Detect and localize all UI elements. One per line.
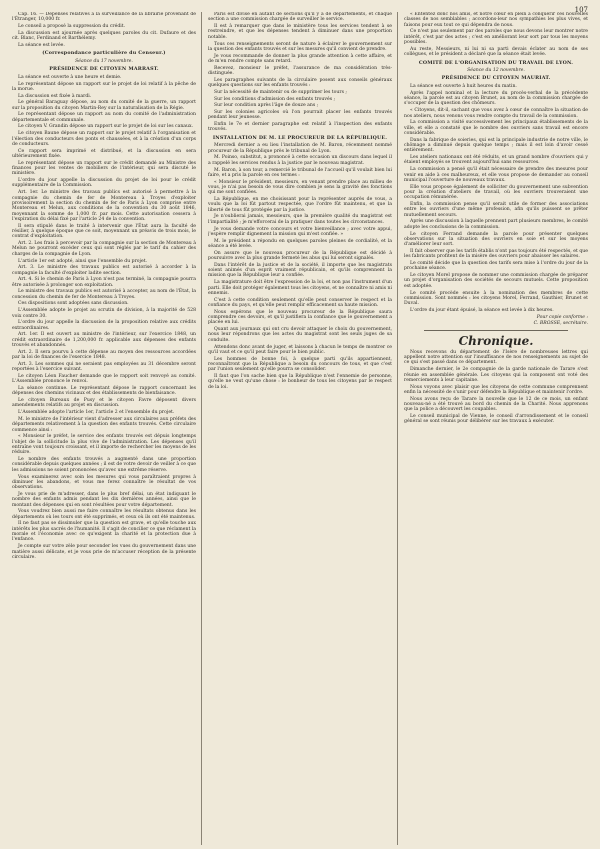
article-paragraph: Il faut que l'on sache bien que la République n'est l'ennemie de personne, qu'elle ne veut qu'une chose : le bonheur de tous les citoyens par le respect de la loi.: [208, 374, 392, 390]
section-heading: INSTALLATION DE M. LE PROCUREUR DE LA RÉPUBLIQUE.: [212, 134, 388, 141]
article-paragraph: Je compte sur votre zèle pour seconder les vues du gouvernement dans une matière aussi délicate, et je vous prie de m'accuser réception de la présente circulaire.: [12, 544, 196, 560]
article-paragraph: Nous espérons que le nouveau procureur de la République saura comprendre ces devoirs, et qu'il justifiera la confiance que le gouvernement a placée en lui.: [208, 309, 392, 326]
article-paragraph: Enfin, la commission pense qu'il serait utile de former des associations entre les ouvriers d'une même profession, afin qu'ils puissent se prêter mutuellement secours.: [404, 202, 588, 218]
article-paragraph: Après une discussion à laquelle prennent part plusieurs membres, le comité adopte les conclusions de la commission.: [404, 219, 588, 230]
article-paragraph: Nous recevons du département de l'Isère de nombreuses lettres qui appellent notre attention sur l'insuffisance de nos renseignements au sujet de ce qui s'est passé dans ce département.: [404, 349, 588, 366]
article-paragraph: M. Poinso, substitut, a prononcé à cette occasion un discours dans lequel il a rappelé les services rendus à la justice par le nouveau magistrat.: [208, 155, 392, 166]
article-paragraph: La séance continue. Le représentant dépose le rapport concernant les dépenses des chemins vicinaux et des établissements de bienfaisance.: [12, 386, 196, 397]
section-subheading: Séance du 17 novembre.: [75, 58, 133, 64]
section-heading: COMITÉ DE L'ORGANISATION DU TRAVAIL DE LYON.: [418, 59, 574, 66]
article-paragraph: Vous examinerez avec soin les mesures qui vous paraîtraient propres à diminuer les abandons, et vous me ferez connaître le résultat de vos observations.: [12, 474, 196, 491]
article-paragraph: Le conseil a proposé la suppression du crédit.: [18, 24, 126, 30]
section-heading: PRÉSIDENCE DU CITOYEN MAURIAT.: [441, 75, 551, 82]
article-paragraph: « Monsieur le président, messieurs, en venant prendre place au milieu de vous, je n'ai pas besoin de vous dire combien je sens la gravité des fonctions qui me sont confiées.: [208, 179, 392, 196]
article-paragraph: La magistrature doit être l'expression de la loi, et non pas l'instrument d'un parti. Elle doit protéger également tous les citoyens, et ne connaître ni amis ni ennemis.: [208, 280, 392, 296]
article-paragraph: Il sera stipulé dans le traité à intervenir que l'État aura la faculté de résilier, à quelque époque que ce soit, moyennant un préavis de trois mois, le contrat d'exploitation.: [12, 223, 196, 240]
article-paragraph: L'ordre du jour appelle la discussion du projet de loi pour le crédit supplémentaire de la Commission.: [12, 178, 196, 189]
section-heading: PRÉSIDENCE DE CITOYEN MARRAST.: [49, 66, 159, 73]
article-paragraph: Art. 4. Si le chemin de Paris à Lyon n'est pas terminé, la compagnie pourra être autorisée à prolonger son exploitation.: [12, 277, 196, 288]
article-paragraph: Le comité décide que la question des tarifs sera mise à l'ordre du jour de la prochaine séance.: [404, 261, 588, 272]
article-paragraph: Enfin le 7e et dernier paragraphe est relatif à l'inspection des enfants trouvés.: [208, 122, 392, 133]
article-paragraph: Après l'appel nominal et la lecture du procès-verbal de la précédente séance, la parole est au citoyen Brunet, au nom de la commission chargée de s'occuper de la question des chômeurs.: [404, 90, 588, 107]
article-paragraph: Il est à remarquer que dans le ministère tous les services tendent à se restreindre, et que les dépenses tendent à diminuer dans une proportion notable.: [208, 24, 392, 40]
article-paragraph: Le général Baraguay dépose, au nom du comité de la guerre, un rapport sur la proposition du citoyen Martin-Rey sur la naturalisation de la Régie.: [12, 100, 196, 111]
signature-line: Pour copie conforme :: [536, 314, 588, 320]
article-paragraph: Art. 1er. Le ministre des travaux publics est autorisé à permettre à la compagnie du chemin de fer de Montereau à Troyes d'exploiter provisoirement la section du chemin de fer de Paris à Lyon comprise entre Montereau et Melun, aux conditions de la convention du 30 août 1846, moyennant la somme de 1,000 fr. par mois. Cette autorisation cessera à l'expiration du délai fixé par l'article 24 de la convention.: [12, 190, 196, 222]
article-paragraph: Sur la nécessité de maintenir ou de supprimer les tours ;: [214, 89, 347, 95]
article-paragraph: Le citoyen V. Grandin dépose un rapport sur le projet de loi sur les canaux.: [18, 124, 194, 130]
article-paragraph: La commission a pensé qu'il était nécessaire de prendre des mesures pour venir en aide à ces malheureux, et elle vous propose de demander au conseil municipal l'ouverture de nouveaux travaux.: [404, 167, 588, 183]
article-paragraph: La discussion est ajournée après quelques paroles du cit. Dufaure et des cit. Blanc, Ferdinand et Barthélemy.: [12, 30, 196, 42]
article-paragraph: Art. 3. Les sommes qui ne seraient pas employées au 31 décembre seront reportées à l'exercice suivant.: [12, 361, 196, 373]
article-paragraph: La discussion est fixée à mardi.: [18, 93, 92, 99]
chronicle-title: Chronique.: [458, 333, 534, 348]
article-paragraph: Ce n'est pas seulement par des paroles que nous devons leur montrer notre intérêt, c'est par des actes ; c'est en améliorant leur sort par tous les moyens possibles.: [404, 29, 588, 46]
columns-container: [12, 12, 588, 845]
article-paragraph: Nous avons reçu de Tarare la nouvelle que le 12 de ce mois, un enfant nouveau-né a été trouvé au bord du chemin de la Charité. Nous apprenons que la police a découvert les coupables.: [404, 396, 588, 413]
article-paragraph: Mercredi dernier a eu lieu l'installation de M. Baron, récemment nommé procureur de la République près le tribunal de Lyon.: [208, 143, 392, 154]
article-paragraph: Ce rapport sera imprimé et distribué, et la discussion en sera ultérieurement fixée.: [12, 148, 196, 159]
article-paragraph: Tous ces renseignements seront de nature à éclairer le gouvernement sur la question des enfants trouvés et sur les mesures qu'il convient de prendre.: [208, 41, 392, 52]
article-paragraph: Au reste, Messieurs, ni lui ni sa parti devais éclater au nom de ses collègues, et le président a déclaré que la séance était levée.: [404, 46, 588, 58]
article-paragraph: Art. 2. Les frais à percevoir par la compagnie sur la section de Montereau à Melun ne pourront excéder ceux qui sont réglés par le tarif du cahier des charges de la compagnie de Lyon.: [12, 241, 196, 257]
article-paragraph: L'Assemblée adopte le projet au scrutin de division, à la majorité de 528 voix contre 30.: [12, 308, 196, 319]
page-number: 107: [574, 6, 588, 14]
article-paragraph: L'Assemblée adopte l'article 1er, l'article 2 et l'ensemble du projet.: [18, 410, 175, 416]
article-paragraph: Paris est divisé en autant de sections qu'il y a de départements, et chaque section a une commission chargée de surveiller le service.: [208, 12, 392, 23]
article-paragraph: Il fait observer que les tarifs établis n'ont pas toujours été respectés, et que les fabricants profitent de la misère des ouvriers pour abaisser les salaires.: [404, 248, 588, 260]
article-paragraph: Le représentant dépose un rapport sur le projet de loi relatif à la pêche de la morue.: [12, 81, 196, 92]
article-paragraph: Je vous prie de m'adresser, dans le plus bref délai, un état indiquant le nombre des enfants admis pendant les dix dernières années, ainsi que le montant des dépenses qui en sont résultées pour votre département.: [12, 491, 196, 508]
article-paragraph: Dimanche dernier, le 2e compagnie de la garde nationale de Tarare s'est réunie en assemblée générale. Les citoyens qui la composent ont voté des remerciements à leur capitaine.: [404, 367, 588, 383]
article-paragraph: Le citoyen Morel propose de nommer une commission chargée de préparer un projet d'organisation des sociétés de secours mutuels. Cette proposition est adoptée.: [404, 273, 588, 289]
article-paragraph: Le citoyen Bureaux de Pusy et le citoyen Favre déposent divers amendements relatifs au projet en discussion.: [12, 398, 196, 409]
divider: [424, 330, 568, 331]
article-paragraph: Le citoyen Léon Faucher demande que le rapport soit renvoyé au comité. L'Assemblée prononce le renvoi.: [12, 373, 196, 385]
article-paragraph: M. le président a répondu en quelques paroles pleines de cordialité, et la séance a été levée.: [208, 238, 392, 249]
article-paragraph: On assure que le nouveau procureur de la République est décidé à poursuivre avec la plus grande fermeté les abus qui lui seront signalés.: [208, 250, 392, 262]
article-paragraph: La République, en me choisissant pour la représenter auprès de vous, a voulu que la loi fût partout respectée, que l'ordre fût maintenu, et que la liberté de tous fût protégée par la justice.: [208, 197, 392, 213]
article-paragraph: M. Baron, à son tour, a remercié le tribunal de l'accueil qu'il voulait bien lui faire, et a pris la parole en ces termes :: [208, 167, 392, 178]
article-paragraph: Sur les colonies agricoles où l'on pourrait placer les enfants trouvés pendant leur jeunesse.: [208, 110, 392, 121]
article-paragraph: Elle vous propose également de solliciter du gouvernement une subvention pour la création d'ateliers de travail, où les ouvriers trouveraient une occupation rémunérée.: [404, 184, 588, 201]
article-paragraph: Recevez, monsieur le préfet, l'assurance de ma considération très-distinguée.: [208, 65, 392, 76]
article-paragraph: Sur leur condition après l'âge de douze ans ;: [214, 103, 319, 109]
article-paragraph: « Monsieur le préfet, le service des enfants trouvés est dépuis longtemps l'objet de la sollicitude la plus vive de l'administration. Les dépenses qu'il entraîne vont toujours croissant, et il importe de rechercher les moyens de les réduire.: [12, 434, 196, 456]
section-subheading: Séance du 12 novembre.: [467, 68, 525, 74]
article-paragraph: M. le ministre de l'intérieur vient d'adresser aux circulaires aux préfets des départements relativement à la question des enfants trouvés. Cette circulaire commence ainsi :: [12, 416, 196, 433]
article-paragraph: La séance est ouverte à huit heures du matin.: [410, 84, 517, 90]
article-paragraph: Le ministre des travaux publics est autorisé à accepter, au nom de l'État, la concession du chemin de fer de Montereau à Troyes.: [12, 289, 196, 300]
article-paragraph: Art. 3. Le ministre des travaux publics est autorisé à accorder à la compagnie la faculté d'exploiter ladite section.: [12, 265, 196, 276]
article-paragraph: L'article 1er est adopté, ainsi que l'ensemble du projet.: [18, 258, 148, 264]
article-paragraph: Le comité procède ensuite à la nomination des membres de cette commission. Sont nommés : les citoyens Morel, Ferrand, Gauthier, Brunet et Duval.: [404, 290, 588, 307]
article-paragraph: Le citoyen Ferrand demande la parole pour présenter quelques observations sur la situation des ouvriers en soie et sur les moyens d'améliorer leur sort.: [404, 231, 588, 248]
article-paragraph: Le citoyen Baune dépose un rapport sur le projet relatif à l'organisation et l'élection des conducteurs des ponts et chaussées, et à la création d'un corps de conducteurs.: [12, 131, 196, 147]
article-paragraph: Dans l'intérêt de la justice et de la société, il importe que les magistrats soient animés d'un esprit vraiment républicain, et qu'ils comprennent la mission que la République leur a confiée.: [208, 262, 392, 279]
article-paragraph: La séance est levée.: [18, 42, 65, 48]
article-paragraph: Dans la fabrique de soieries, qui est la principale industrie de notre ville, le chômage a diminué depuis quelque temps ; mais il est loin d'avoir cessé entièrement.: [404, 137, 588, 154]
article-paragraph: Le nombre des enfants trouvés a augmenté dans une proportion considérable depuis quelques années ; il est de votre devoir de veiller à ce que les admissions ne soient prononcées qu'avec une extrême réserve.: [12, 457, 197, 473]
article-paragraph: Je vous recommande de donner la plus grande attention à cette affaire, et de m'en rendre compte sans retard.: [208, 53, 392, 64]
column-2: [208, 12, 398, 845]
signature-line: C. BROSSE, secrétaire.: [533, 321, 588, 327]
column-3: [404, 12, 588, 845]
article-paragraph: Cap. 16. — Dépenses relatives à la surveillance de la librairie provenant de l'Étranger, 10,000 fr.: [12, 12, 196, 23]
article-paragraph: La commission a visité successivement les principaux établissements de la ville, et elle a constaté que le nombre des ouvriers sans travail est encore considérable.: [404, 120, 588, 136]
article-paragraph: Les ateliers nationaux ont été réduits, et un grand nombre d'ouvriers qui y étaient employés se trouvent aujourd'hui sans ressources.: [404, 155, 588, 166]
section-heading: (Correspondance particulière du Censeur.): [42, 50, 166, 57]
article-paragraph: L'ordre du jour appelle la discussion de la proposition relative aux crédits extraordinaires.: [12, 320, 196, 331]
article-paragraph: Vous voudrez bien aussi me faire connaître les résultats obtenus dans les départements où les tours ont été supprimés, et ceux où ils ont été maintenus.: [12, 509, 196, 520]
article-paragraph: Le représentant dépose un rapport au nom du comité de l'administration départementale et communale.: [12, 112, 196, 123]
article-paragraph: La séance est ouverte à une heure et demie.: [18, 74, 122, 80]
article-paragraph: Le représentant dépose un rapport sur le crédit demandé au Ministre des finances pour les ventes de mobiliers de l'intérieur, qui sera discuté le ministère.: [12, 160, 196, 177]
article-paragraph: Je vous demande votre concours et votre bienveillance ; avec votre appui, j'espère remplir dignement la mission qui m'est confiée. »: [208, 226, 392, 237]
article-paragraph: Nous voyons avec plaisir que les citoyens de cette commune comprennent enfin la nécessité de s'unir pour défendre la République et maintenir l'ordre.: [404, 384, 588, 395]
article-paragraph: Le conseil municipal de Vienne, le conseil d'arrondissement et le conseil général se sont réunis pour délibérer sur les travaux à exécuter.: [404, 414, 588, 425]
article-paragraph: Les hommes de bonne foi, à quelque parti qu'ils appartiennent, reconnaîtront que la République a besoin du concours de tous, et que c'est par l'union seulement qu'elle pourra se consolider.: [208, 356, 392, 373]
article-paragraph: « Citoyens, dit-il, sachant que vous avez à cœur de connaître la situation de nos ateliers, nous venons vous rendre compte du travail de la commission.: [404, 108, 588, 119]
article-paragraph: Art. 2. Il sera pourvu à cette dépense au moyen des ressources accordées par la loi de finances de l'exercice 1848.: [12, 349, 196, 361]
article-paragraph: Attendons donc avant de juger, et laissons à chacun le temps de montrer ce qu'il vaut et ce qu'il peut faire pour le bien public.: [208, 344, 392, 355]
article-paragraph: « Ententez donc nos amis, et notre cœur en plein à conquérir ces nouvelles classes de nos semblables ; accordons-leur nos sympathies les plus vives, et faisons pour eux tout ce qui dépendra de nous.: [404, 12, 588, 28]
article-paragraph: L'ordre du jour étant épuisé, la séance est levée à dix heures.: [410, 307, 554, 313]
article-paragraph: Il ne faut pas se dissimuler que la question est grave, et qu'elle touche aux intérêts les plus sacrés de l'humanité. Il s'agit de concilier ce que réclament la morale et l'économie avec ce qu'exigent la charité et la protection due à l'enfance.: [12, 521, 196, 543]
article-paragraph: Je n'oublierai jamais, messieurs, que la première qualité du magistrat est l'impartialité ; je m'efforcerai de la pratiquer dans toutes les circonstances.: [208, 214, 392, 225]
column-1: [12, 12, 202, 845]
article-paragraph: Sur les conditions d'admission des enfants trouvés ;: [214, 96, 336, 102]
article-paragraph: Quant aux journaux qui ont cru devoir attaquer le choix du gouvernement, nous leur répondrons que les actes du magistrat sont les seuls juges de sa conduite.: [208, 327, 392, 343]
article-paragraph: Art. 1er. Il est ouvert au ministre de l'intérieur, sur l'exercice 1848, un crédit extraordinaire de 1,200,000 fr. applicable aux dépenses des enfants trouvés et abandonnés.: [12, 332, 196, 349]
article-paragraph: Les paragraphes suivants de la circulaire posent aux conseils généraux quelques questions sur les enfants trouvés :: [208, 77, 392, 89]
article-paragraph: C'est à cette condition seulement qu'elle peut conserver le respect et la confiance du pays, et qu'elle peut remplir efficacement sa haute mission.: [208, 297, 392, 308]
article-paragraph: Ces dispositions sont adoptées sans discussion.: [18, 301, 129, 307]
